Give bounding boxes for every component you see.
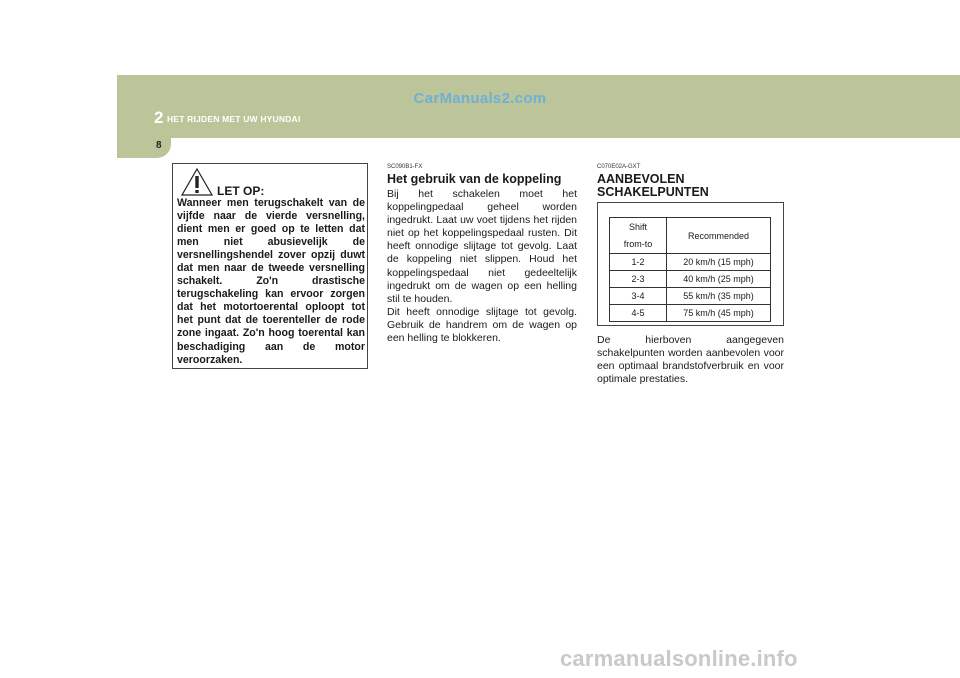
table-row	[610, 271, 771, 288]
speed-cell: 75 km/h (45 mph)	[667, 305, 771, 322]
warning-box	[172, 163, 368, 369]
speed-cell: 40 km/h (25 mph)	[667, 271, 771, 288]
header-shift-cell	[610, 218, 667, 254]
warning-text: Wanneer men terugschakelt van de vijfde naar de vierde versnelling, dient men er goed op te letten dat men niet abusievelijk de versnellingshendel zover opzij duwt dat men naar de tweede versnelling schakelt. Zo'n drastische terugschakeling kan ervoor zorgen dat het motortoerental oploopt tot het punt dat de toerenteller de rode zone ingaat. Zo'n hoog toerental kan beschadiging aan de motor veroorzaken.	[177, 197, 365, 366]
clutch-paragraph-2: Dit heeft onnodige slijtage tot gevolg. Gebruik de handrem om de wagen op een helling te blokkeren.	[387, 305, 577, 345]
shift-cell: 2-3	[610, 271, 667, 288]
shift-cell: 4-5	[610, 305, 667, 322]
table-row	[610, 254, 771, 271]
shift-cell: 1-2	[610, 254, 667, 271]
clutch-paragraph-1: Bij het schakelen moet het koppelingpedaal geheel worden ingedrukt. Laat uw voet tijdens het rijden niet op het koppelingspedaal rusten. Dit heeft onnodige slijtage tot gevolg. Laat de koppeling niet slippen. Houd het koppelingspedaal niet gedeeltelijk ingedrukt om de wagen op een helling stil te houden.	[387, 188, 577, 305]
shift-points-table	[609, 217, 771, 322]
header-recommended-cell: Recommended	[667, 218, 771, 254]
section-code-clutch: SC090B1-FX	[387, 164, 423, 170]
chapter-number: 2	[154, 108, 164, 127]
speed-cell: 20 km/h (15 mph)	[667, 254, 771, 271]
clutch-section-body	[387, 188, 577, 345]
warning-title: LET OP:	[217, 184, 265, 198]
header-from-to-label: from-to	[623, 238, 653, 249]
page-number-tab	[117, 137, 171, 158]
shift-section-title-line2: SCHAKELPUNTEN	[597, 185, 709, 199]
shift-table-box	[597, 202, 784, 326]
watermark-top[interactable]: CarManuals2.com	[413, 90, 547, 107]
speed-cell: 55 km/h (35 mph)	[667, 288, 771, 305]
table-header-row	[610, 218, 771, 254]
table-row	[610, 288, 771, 305]
shift-cell: 3-4	[610, 288, 667, 305]
header-shift-label: Shift	[628, 221, 647, 232]
page-number: 8	[156, 140, 162, 151]
clutch-section-title: Het gebruik van de koppeling	[387, 172, 562, 186]
chapter-title: HET RIJDEN MET UW HYUNDAI	[167, 114, 301, 124]
section-code-shift: C070E02A-GXT	[597, 164, 641, 170]
shift-note: De hierboven aangegeven schakelpunten worden aanbevolen voor een optimaal brandstofverbruik en voor optimale prestaties.	[597, 334, 784, 386]
watermark-bottom[interactable]: carmanualsonline.info	[560, 646, 798, 671]
warning-triangle-icon	[181, 168, 213, 196]
shift-section-title-line1: AANBEVOLEN	[597, 172, 685, 186]
table-row	[610, 305, 771, 322]
